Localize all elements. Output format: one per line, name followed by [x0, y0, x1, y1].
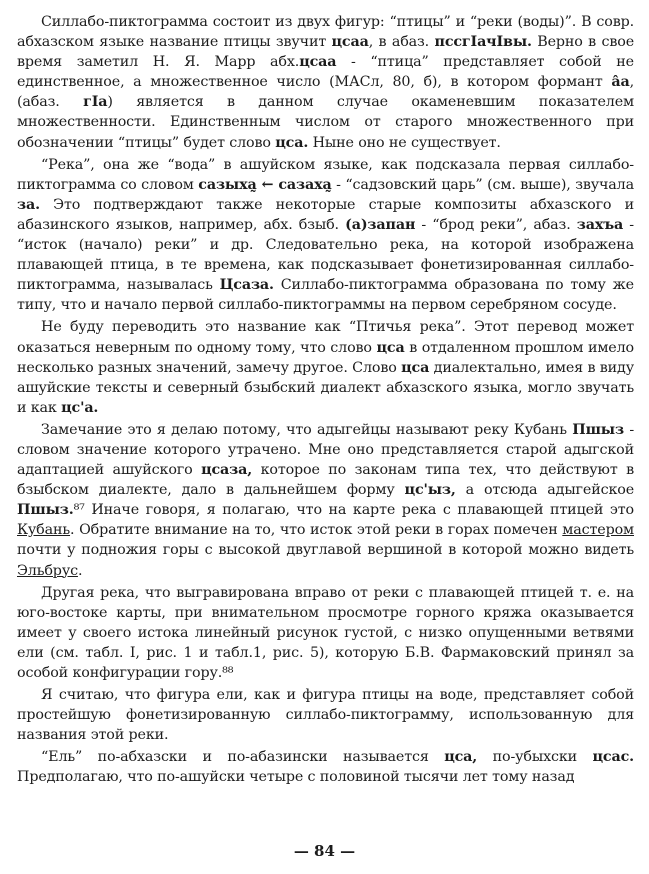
bold-term: цса. [275, 134, 309, 151]
paragraph-3 [17, 317, 634, 417]
paragraph-1 [17, 12, 634, 153]
bold-term: Цсаза. [219, 277, 274, 294]
text-run: - словом значение которого утрачено. Мне оно представляется старой адыгской адаптацией ашуйского [17, 421, 634, 479]
bold-term: цса, [444, 749, 478, 766]
text-run: , (абаз. [17, 74, 634, 111]
text-run: Это подтверждают также некоторые старые композиты абхазского и абазинского языков, например, абх. бзыб. [17, 196, 634, 233]
bold-term: за. [17, 196, 40, 213]
bold-term: цсаа [299, 54, 337, 71]
footnote-ref: ⁸⁸ [222, 665, 234, 681]
bold-term: цса [376, 339, 405, 356]
bold-term: цс'ыз, [404, 482, 456, 499]
text-run: . Обратите внимание на то, что исток этой реки в горах помечен [70, 522, 563, 539]
paragraph-5 [17, 583, 634, 683]
paragraph-6 [17, 685, 634, 745]
text-run: Не буду переводить это название как “Птичья река”. Этот перевод может оказаться неверным по одному тому, что слово [17, 319, 634, 356]
footnote-ref: ⁸⁷ [73, 502, 85, 519]
paragraph-7 [17, 747, 634, 787]
text-run: . [77, 562, 83, 579]
paragraph-2 [17, 155, 634, 316]
text-run: в отдаленном прошлом имело несколько разных значений, замечу другое. Слово [17, 339, 634, 376]
text-run: по-убыхски [477, 749, 593, 766]
bold-term: захъа [576, 216, 624, 233]
text-run: а отсюда адыгейское [455, 482, 635, 499]
bold-term: цса [401, 359, 430, 376]
text-run: Силлабо-пиктограмма образована по тому же типу, что и начало первой силлабо-пиктограммы на первом серебряном сосуде. [17, 277, 634, 314]
paragraph-4 [17, 420, 634, 581]
text-run: Я считаю, что фигура ели, как и фигура птицы на воде, представляет собой простейшую фонетизированную силлабо-пиктограмму, использованную для названия этой реки. [17, 687, 634, 744]
page-body [17, 12, 634, 790]
text-run: - “исток (начало) реки” и др. Следовательно река, на которой изображена плавающей птица, в те времена, как подсказывает фонетизированная силлабо-пиктограмма, называлась [17, 216, 634, 294]
text-run: Замечание это я делаю потому, что адыгейцы называют реку Кубань [41, 421, 573, 438]
bold-term: (а)запан [345, 216, 416, 233]
text-run: Верно в свое время заметил Н. Я. Марр абх. [17, 34, 634, 71]
text-run: “Река”, она же “вода” в ашуйском языке, как подсказала первая силлабо-пиктограмма со словом [17, 156, 634, 193]
bold-term: а̂а [611, 74, 630, 91]
text-run: - “садзовский царь” (см. выше), звучала [331, 176, 634, 193]
text-run: - “птица” представляет собой не единственное, а множественное число (МАСл, 80, б), в котором формант [17, 54, 634, 91]
bold-term: цс'а. [61, 399, 99, 416]
page-number: — 84 — [293, 842, 356, 860]
text-run: Другая река, что выгравирована вправо от реки с плавающей птицей т. е. на юго-востоке карты, при внимательном просмотре горного кряжа оказывается имеет у своего истока линейный рисунок густой, с низко опущенными ветвями ели (см. табл. I, рис. 1 и табл.1, рис. 5), которую Б.В. Фармаковский принял за особой конфигурации гору. [17, 584, 634, 681]
bold-term: цсаа [331, 34, 369, 51]
text-run: Иначе говоря, я полагаю, что на карте река с плавающей птицей это [84, 502, 634, 519]
bold-term: пссгIачIвы. [434, 34, 532, 51]
text-run: почти у подножия горы с высокой двуглавой вершиной в которой можно видеть [17, 542, 634, 559]
bold-term: цсас. [592, 749, 634, 766]
text-run: “Ель” по-абхазски и по-абазински называется [41, 749, 445, 766]
text-run: , в абаз. [368, 34, 435, 51]
bold-term: гIа [83, 94, 108, 111]
text-run: ) является в данном случае окаменевшим показателем множественности. Единственным числом от старого множественного при обозначении “птицы” будет слово [17, 94, 635, 151]
bold-term: Пшыз. [17, 502, 74, 519]
underlined-term: Эльбрус [17, 562, 78, 579]
underlined-term: Кубань [17, 522, 71, 539]
text-run: - “брод реки”, абаз. [415, 216, 577, 233]
bold-term: цсаза, [201, 462, 253, 479]
underlined-term: мастером [562, 522, 634, 539]
bold-term: сазыха̰ ← сазаха̰ [198, 176, 332, 193]
text-run: диалектально, имея в виду ашуйские тексты и северный бзыбский диалект абхазского языка, могло звучать и как [17, 359, 634, 416]
text-run: Предполагаю, что по-ашуйски четыре с половиной тысячи лет тому назад [17, 769, 575, 786]
text-run: Силлабо-пиктограмма состоит из двух фигур: “птицы” и “реки (воды)”. В совр. абхазском языке название птицы звучит [17, 14, 634, 51]
bold-term: Пшыз [572, 421, 624, 438]
text-run: Ныне оно не существует. [308, 134, 501, 151]
text-run: которое по законам типа тех, что действуют в бзыбском диалекте, дало в дальнейшем форму [17, 462, 634, 499]
